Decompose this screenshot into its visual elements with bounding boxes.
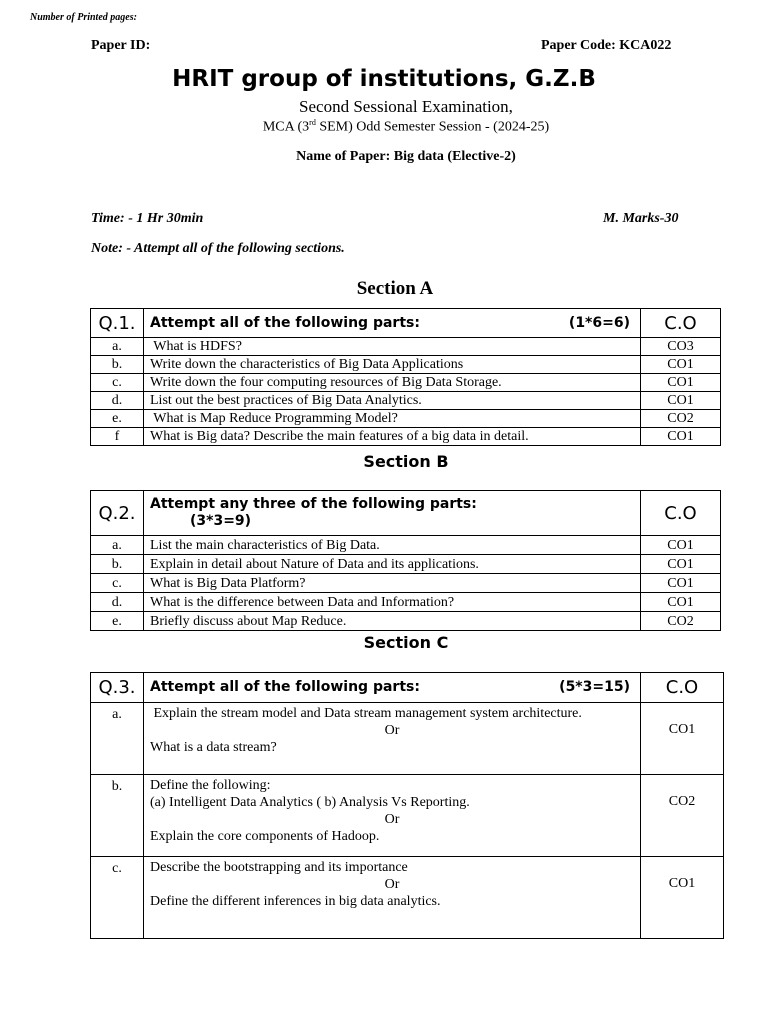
co-value: CO1 [641, 536, 721, 555]
session-line [0, 118, 768, 136]
session-pre: MCA (3 [262, 119, 310, 135]
max-marks: M. Marks-30 [603, 211, 679, 226]
part-label: c. [91, 374, 144, 392]
or-separator: Or [384, 723, 400, 738]
exam-name: Second Sessional Examination, [299, 97, 513, 116]
co-value: CO1 [641, 703, 724, 775]
session-post: SEM) Odd Semester Session - (2024-25) [315, 119, 550, 135]
part-text: What is Big Data Platform? [144, 574, 641, 593]
co-value: CO2 [641, 612, 721, 631]
part-text [144, 857, 641, 939]
section-b-table [90, 490, 721, 631]
section-a-table [90, 308, 721, 446]
question-row [91, 392, 721, 410]
question-row [91, 612, 721, 631]
part-text: Write down the characteristics of Big Data Applications [144, 356, 641, 374]
co-value: CO2 [641, 775, 724, 857]
part-label: c. [91, 857, 144, 939]
part-label: d. [91, 392, 144, 410]
part-text: What is the difference between Data and Information? [144, 593, 641, 612]
co-value: CO1 [641, 428, 721, 446]
part-line: Define the following: [150, 778, 271, 793]
part-line: Explain the stream model and Data stream management system architecture. [150, 706, 582, 721]
alternate-question: Explain the core components of Hadoop. [150, 829, 380, 844]
question-instruction [144, 309, 641, 338]
session-sup: rd [309, 118, 316, 127]
part-label: e. [91, 410, 144, 428]
co-value: CO1 [641, 392, 721, 410]
co-header: C.O [641, 673, 724, 703]
part-label: b. [91, 775, 144, 857]
part-label: a. [91, 338, 144, 356]
question-row [91, 775, 724, 857]
or-separator: Or [384, 877, 400, 892]
part-text: What is Big data? Describe the main features of a big data in detail. [144, 428, 641, 446]
question-instruction [144, 491, 641, 536]
question-row [91, 428, 721, 446]
printed-pages-label: Number of Printed pages: [30, 12, 137, 23]
part-text [144, 703, 641, 775]
instruction-text: Attempt any three of the following parts: [150, 496, 477, 512]
alternate-question: What is a data stream? [150, 740, 277, 755]
paper-code: Paper Code: KCA022 [541, 38, 672, 53]
part-text: List out the best practices of Big Data Analytics. [144, 392, 641, 410]
co-value: CO2 [641, 410, 721, 428]
part-label: a. [91, 703, 144, 775]
instruction-text: Attempt all of the following parts: [150, 314, 420, 331]
co-header: C.O [641, 491, 721, 536]
section-a-title: Section A [356, 278, 434, 299]
question-row [91, 857, 724, 939]
part-label: b. [91, 555, 144, 574]
co-value: CO1 [641, 374, 721, 392]
time-allowed: Time: - 1 Hr 30min [91, 211, 204, 226]
question-number: Q.3. [91, 673, 144, 703]
question-row [91, 338, 721, 356]
question-number: Q.2. [91, 491, 144, 536]
section-a-header-row [91, 309, 721, 338]
question-row [91, 593, 721, 612]
question-row [91, 356, 721, 374]
institution-title: HRIT group of institutions, G.Z.B [172, 66, 596, 92]
part-label: e. [91, 612, 144, 631]
section-b-header-row [91, 491, 721, 536]
part-text: Explain in detail about Nature of Data and its applications. [144, 555, 641, 574]
part-label: a. [91, 536, 144, 555]
question-row [91, 410, 721, 428]
part-text [144, 775, 641, 857]
marks-scheme: (1*6=6) [568, 314, 630, 331]
part-text: Briefly discuss about Map Reduce. [144, 612, 641, 631]
co-value: CO3 [641, 338, 721, 356]
note: Note: - Attempt all of the following sections. [91, 241, 345, 256]
part-line: (a) Intelligent Data Analytics ( b) Analysis Vs Reporting. [150, 795, 470, 810]
part-text: Write down the four computing resources of Big Data Storage. [144, 374, 641, 392]
marks-scheme: (5*3=15) [559, 679, 630, 695]
question-row [91, 536, 721, 555]
part-text: List the main characteristics of Big Data. [144, 536, 641, 555]
marks-scheme: (3*3=9) [190, 513, 252, 529]
section-b-title: Section B [363, 452, 449, 471]
co-value: CO1 [641, 356, 721, 374]
paper-name: Name of Paper: Big data (Elective-2) [296, 149, 516, 164]
alternate-question: Define the different inferences in big data analytics. [150, 894, 441, 909]
or-separator: Or [384, 812, 400, 827]
question-number: Q.1. [91, 309, 144, 338]
co-header: C.O [641, 309, 721, 338]
co-value: CO1 [641, 574, 721, 593]
question-instruction [144, 673, 641, 703]
section-c-header-row [91, 673, 724, 703]
question-row [91, 703, 724, 775]
paper-id-label: Paper ID: [91, 38, 151, 53]
co-value: CO1 [641, 555, 721, 574]
question-row [91, 555, 721, 574]
part-label: b. [91, 356, 144, 374]
section-c-table [90, 672, 724, 939]
part-text: What is Map Reduce Programming Model? [144, 410, 641, 428]
part-label: f [91, 428, 144, 446]
instruction-text: Attempt all of the following parts: [150, 679, 420, 695]
part-label: d. [91, 593, 144, 612]
question-row [91, 574, 721, 593]
co-value: CO1 [641, 857, 724, 939]
part-label: c. [91, 574, 144, 593]
section-c-title: Section C [363, 633, 449, 652]
question-row [91, 374, 721, 392]
part-line: Describe the bootstrapping and its importance [150, 860, 408, 875]
co-value: CO1 [641, 593, 721, 612]
part-text: What is HDFS? [144, 338, 641, 356]
